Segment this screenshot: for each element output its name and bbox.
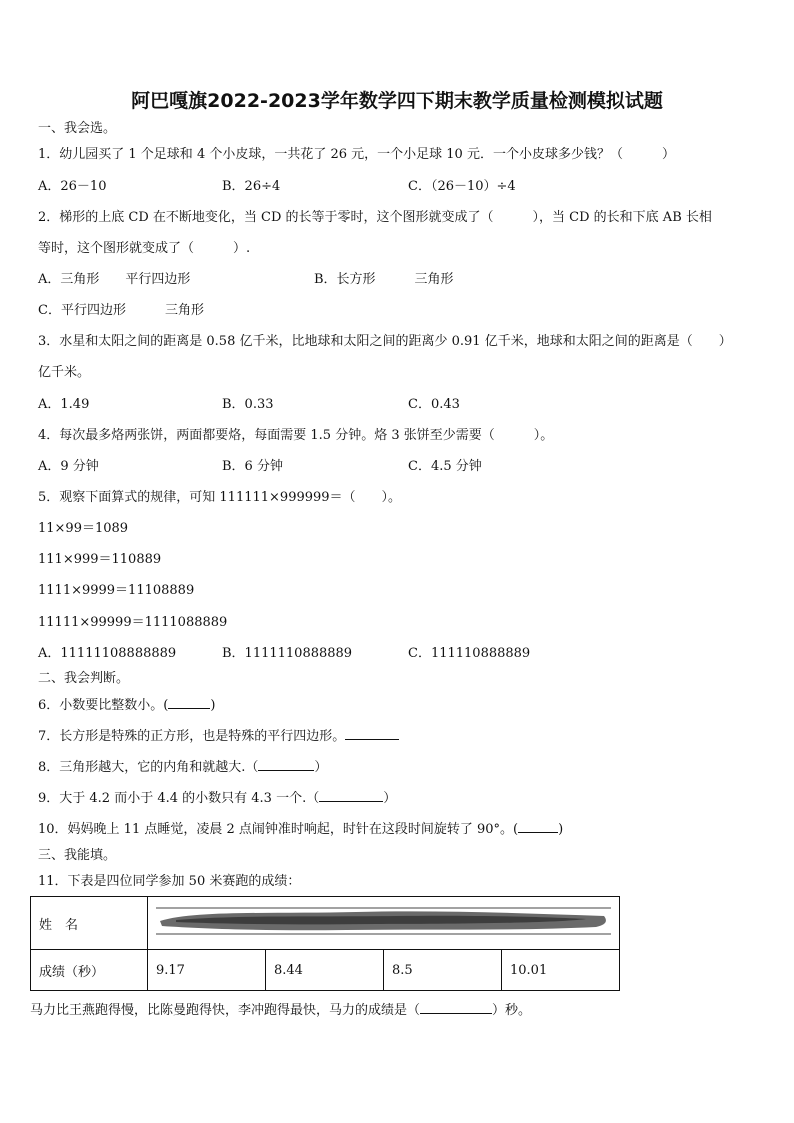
section-choice-heading: 一、我会选。	[38, 121, 117, 136]
q10-text-end: )	[558, 822, 564, 837]
q9-text: 9．大于 4.2 而小于 4.4 的小数只有 4.3 一个.（	[38, 791, 320, 806]
q5-option-b: B．1111110888889	[222, 646, 353, 661]
question-6	[38, 696, 215, 715]
question-2-line-2: 等时，这个图形就变成了（ ）.	[38, 241, 251, 256]
page-title: 阿巴嘎旗2022-2023学年数学四下期末教学质量检测模拟试题	[131, 90, 663, 112]
score-cell-3: 8.5	[384, 950, 502, 991]
section-judge-heading: 二、我会判断。	[38, 671, 130, 686]
q5-equation-1: 11×99＝1089	[38, 521, 129, 536]
question-11: 11．下表是四位同学参加 50 米赛跑的成绩：	[38, 874, 301, 889]
q3-option-c: C．0.43	[408, 397, 460, 412]
q8-text: 8．三角形越大，它的内角和就越大.（	[38, 760, 259, 775]
table-row-scores	[31, 950, 620, 991]
name-header-cell: 姓 名	[31, 897, 148, 950]
q11-answer-text: 马力比王燕跑得慢，比陈曼跑得快，李冲跑得最快，马力的成绩是（	[30, 1003, 421, 1018]
question-9	[38, 789, 396, 808]
q5-option-c: C．111110888889	[408, 646, 531, 661]
question-11-answer	[30, 1001, 531, 1020]
question-1: 1．幼儿园买了 1 个足球和 4 个小皮球，一共花了 26 元，一个小足球 10 元．一个小皮球多少钱？（ ）	[38, 147, 675, 162]
table-row-names	[31, 897, 620, 950]
question-10	[38, 820, 563, 839]
q5-option-a: A．11111108888889	[38, 646, 177, 661]
question-3-line-1: 3．水星和太阳之间的距离是 0.58 亿千米，比地球和太阳之间的距离少 0.91 亿千米，地球和太阳之间的距离是（ ）	[38, 334, 732, 349]
question-7	[38, 727, 399, 746]
q6-text: 6．小数要比整数小。(	[38, 698, 169, 713]
q10-text: 10．妈妈晚上 11 点睡觉，凌晨 2 点闹钟准时响起，时针在这段时间旋转了 90°。(	[38, 822, 519, 837]
score-cell-4: 10.01	[502, 950, 620, 991]
smudge-image	[156, 904, 611, 938]
q3-option-a: A．1.49	[38, 397, 90, 412]
q5-equation-2: 111×999＝110889	[38, 552, 162, 567]
q1-option-c: C．（26－10）÷4	[408, 179, 516, 194]
question-4: 4．每次最多烙两张饼，两面都要烙，每面需要 1.5 分钟。烙 3 张饼至少需要（ ）。	[38, 428, 554, 443]
q2-option-b: B．长方形 三角形	[314, 272, 454, 287]
section-fill-heading: 三、我能填。	[38, 848, 117, 863]
q7-answer-blank[interactable]	[345, 727, 399, 740]
race-results-table	[30, 896, 620, 991]
q5-equation-3: 1111×9999＝11108889	[38, 583, 195, 598]
score-header-cell: 成绩（秒）	[31, 950, 148, 991]
q2-option-c: C．平行四边形 三角形	[38, 303, 204, 318]
names-smudged-cell	[148, 897, 620, 950]
q4-option-b: B．6 分钟	[222, 459, 283, 474]
q4-option-a: A．9 分钟	[38, 459, 99, 474]
q11-answer-text-end: ）秒。	[492, 1003, 532, 1018]
q2-option-a: A．三角形 平行四边形	[38, 272, 191, 287]
q11-answer-blank[interactable]	[420, 1001, 492, 1014]
q6-text-end: )	[210, 698, 216, 713]
q8-text-end: ）	[314, 760, 328, 775]
score-cell-1: 9.17	[148, 950, 266, 991]
question-5: 5．观察下面算式的规律，可知 111111×999999＝（ ）。	[38, 490, 402, 505]
q3-option-b: B．0.33	[222, 397, 274, 412]
q7-text: 7．长方形是特殊的正方形，也是特殊的平行四边形。	[38, 729, 346, 744]
q9-text-end: ）	[383, 791, 397, 806]
q6-answer-blank[interactable]	[168, 696, 210, 709]
q5-equation-4: 11111×99999＝1111088889	[38, 615, 228, 630]
q4-option-c: C．4.5 分钟	[408, 459, 482, 474]
question-8	[38, 758, 327, 777]
q8-answer-blank[interactable]	[258, 758, 314, 771]
q10-answer-blank[interactable]	[518, 820, 558, 833]
q9-answer-blank[interactable]	[319, 789, 383, 802]
question-2-line-1: 2．梯形的上底 CD 在不断地变化，当 CD 的长等于零时，这个图形就变成了（ ），当 CD 的长和下底 AB 长相	[38, 210, 712, 225]
q1-option-a: A．26－10	[38, 179, 107, 194]
q1-option-b: B．26÷4	[222, 179, 281, 194]
score-cell-2: 8.44	[266, 950, 384, 991]
question-3-line-2: 亿千米。	[38, 365, 91, 380]
